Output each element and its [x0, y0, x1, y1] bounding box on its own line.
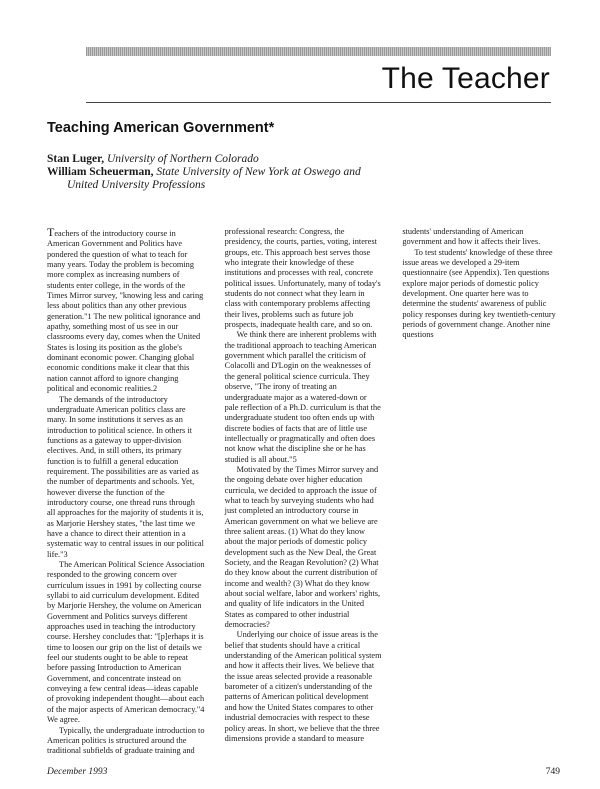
header-rule [86, 102, 551, 103]
footer-date: December 1993 [47, 767, 108, 777]
body-paragraph: The American Political Science Association responded to the growing concern over curriculum issues in 1991 by collecting course syllabi to aid curriculum development. Edited by Marjorie Hershey, the volume on American Government and Politics surveys different approaches used in teaching the introductory course. Hershey concludes that: "[p]erhaps it is time to loosen our grip on the list of details we feel our students ought to be able to repeat before passing Introduction to American Government, and concentrate instead on conveying a few central ideas—ideas capable of provoking independent thought—about each of the major aspects of American democracy."4 We agree. [47, 560, 205, 725]
author-affiliation: State University of New York at Oswego and [156, 166, 361, 178]
author-block [47, 153, 567, 192]
author-name: Stan Luger, [47, 153, 105, 165]
author-affiliation-continued: United University Professions [67, 179, 206, 191]
article-title: Teaching American Government* [47, 120, 275, 136]
header-bar [86, 47, 551, 56]
body-paragraph: Motivated by the Times Mirror survey and the ongoing debate over higher education curricula, we decided to approach the issue of what to teach by surveying students who had just completed an introductory course in American government on what we believe are three salient areas. (1) What do they know about the major periods of domestic policy development such as the New Deal, the Great Society, and the Reagan Revolution? (2) What do they know about the current distribution of income and wealth? (3) What do they know about social welfare, labor and workers' rights, and quality of life indicators in the United States as compared to other industrial democracies? [224, 464, 381, 630]
author-line [47, 166, 567, 179]
body-paragraph: Teachers of the introductory course in American Government and Politics have pondered the question of what to teach for many years. Today the problem is becoming more complex as increasing numbers of students enter college, in the words of the Times Mirror survey, "knowing less and caring less about politics than any other previous generation."1 The new political ignorance and apathy, something most of us see in our classrooms every day, comes when the United States is losing its position as the globe's dominant economic power. Changing global economic conditions make it clear that this nation cannot afford to ignore changing political and economic realities.2 [47, 227, 204, 394]
body-paragraph: Underlying our choice of issue areas is the belief that students should have a critical understanding of the American political system and how it affects their lives. We believe that the issue areas selected provide a reasonable barometer of a citizen's understanding of the patterns of American political development and how the United States compares to other industrial democracies with respect to these policy areas. In short, we believe that the three dimensions provide a standard to measure students' understanding of American government and how it affects their lives. [224, 227, 541, 743]
body-paragraph: The demands of the introductory undergraduate American politics class are many. In some institutions it serves as an introduction to political science. In others it functions as a gateway to upper-division electives. And, in still others, its primary function is to fulfill a general education requirement. The possibilities are as varied as the number of departments and schools. Yet, however diverse the function of the introductory course, one thread runs through all approaches for the majority of students it is, as Marjorie Hershey states, "the last time we have a chance to direct their attention in a systematic way to central issues in our political life."3 [47, 394, 204, 559]
body-paragraph: To test students' knowledge of these three issue areas we developed a 29-item questionnaire (see Appendix). Ten questions explore major periods of domestic policy development. One quarter here was to determine the students' awareness of public policy responses during key twentieth-century periods of government change. Another nine questions [402, 247, 556, 340]
body-paragraph: Typically, the undergraduate introduction to American politics is structured around the traditional subfields of graduate training and professional research: Congress, the presidency, the courts, parties, voting, interest groups, etc. This approach best serves those who integrate their knowledge of these institutions and processes with real, concrete political issues. Unfortunately, many of today's students do not connect what they learn in class with contemporary problems affecting their lives, problems such as future job prospects, inadequate health care, and so on. [47, 227, 381, 756]
section-title: The Teacher [381, 62, 550, 95]
page-number: 749 [545, 767, 560, 777]
article-body [47, 227, 560, 760]
author-line [47, 153, 567, 166]
body-paragraph: We think there are inherent problems with the traditional approach to teaching American government which parallel the criticism of Colacolli and D'Login on the weaknesses of the general political science curricula. They observe, "The irony of treating an undergraduate major as a watered-down or pale reflection of a Ph.D. curriculum is that the undergraduate student too often ends up with discrete bodies of facts that are of little use intellectually or pragmatically and often does not know what the discipline she or he has studied is all about."5 [224, 330, 381, 464]
author-affiliation: University of Northern Colorado [106, 153, 259, 165]
drop-cap: T [47, 227, 55, 239]
author-name: William Scheuerman, [47, 166, 154, 178]
